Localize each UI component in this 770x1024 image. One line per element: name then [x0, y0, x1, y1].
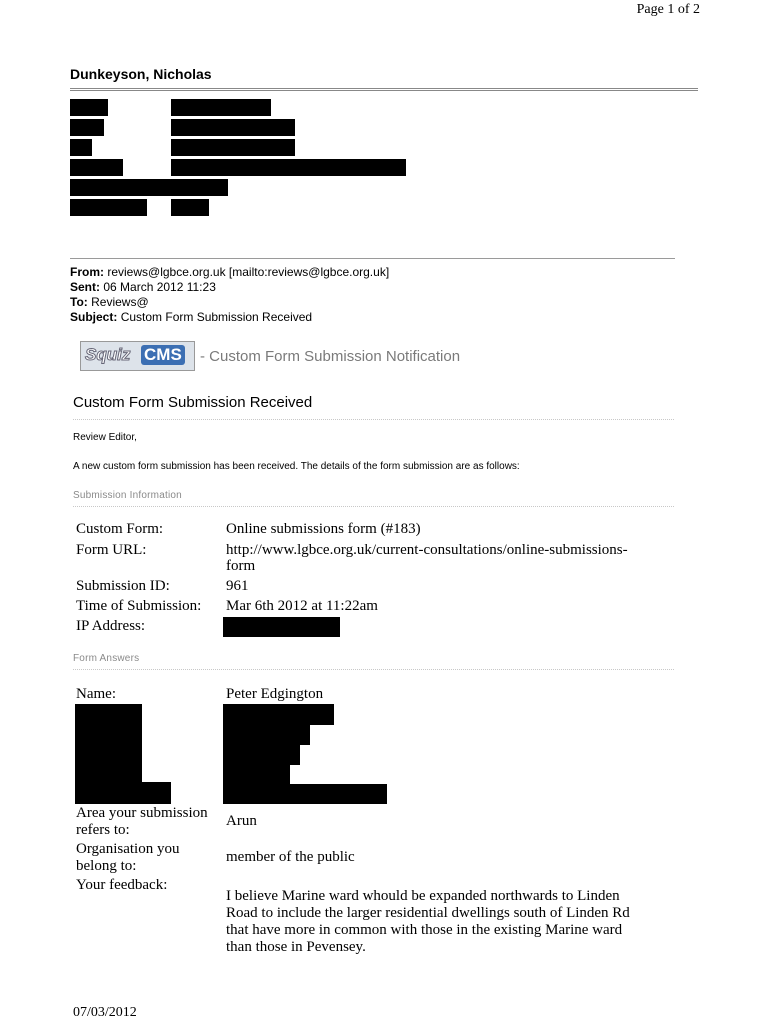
redacted-ip-address — [223, 617, 340, 637]
area-label-line1: Area your submission — [76, 805, 208, 821]
email-headers — [70, 265, 389, 325]
form-url-label: Form URL: — [76, 542, 147, 558]
from-line: From: reviews@lgbce.org.uk [mailto:reviews@lgbce.org.uk] — [70, 265, 390, 279]
ip-address-label: IP Address: — [76, 618, 146, 634]
heading-divider — [73, 419, 674, 420]
greeting: Review Editor, — [73, 432, 137, 443]
feedback-text — [226, 888, 630, 956]
subject-value: Custom Form Submission Received — [120, 310, 313, 324]
print-date: 07/03/2012 — [73, 1005, 137, 1020]
section-divider-2 — [73, 669, 674, 670]
banner-title: - Custom Form Submission Notification — [200, 348, 461, 365]
email-divider — [70, 258, 675, 259]
organisation-label-line1: Organisation you — [76, 841, 180, 857]
time-of-submission-label: Time of Submission: — [76, 598, 202, 614]
custom-form-value: Online submissions form (#183) — [226, 521, 421, 537]
organisation-label — [76, 841, 179, 875]
section-form-answers: Form Answers — [73, 653, 140, 664]
form-heading: Custom Form Submission Received — [73, 394, 313, 411]
feedback-line: than those in Pevensey. — [226, 939, 366, 955]
section-divider-1 — [73, 506, 674, 507]
to-line: To: Reviews@ — [70, 295, 149, 309]
subject-line: Subject: Custom Form Submission Received — [70, 310, 313, 324]
recipient-name: Dunkeyson, Nicholas — [70, 66, 212, 82]
area-value: Arun — [226, 813, 257, 829]
feedback-line: I believe Marine ward whould be expanded northwards to Linden — [226, 888, 620, 904]
from-value: reviews@lgbce.org.uk [mailto:reviews@lgbce.org.uk] — [107, 265, 390, 279]
section-submission-info: Submission Information — [73, 490, 182, 501]
header-divider — [70, 88, 698, 91]
intro-text: A new custom form submission has been received. The details of the form submission are as follows: — [73, 461, 520, 472]
sent-value: 06 March 2012 11:23 — [103, 280, 216, 294]
custom-form-label: Custom Form: — [76, 521, 164, 537]
form-url-value-line1: http://www.lgbce.org.uk/current-consultations/online-submissions- — [226, 542, 628, 558]
area-label-line2: refers to: — [76, 822, 130, 838]
area-label — [76, 805, 208, 839]
name-value: Peter Edgington — [226, 686, 324, 702]
squiz-cms-logo — [80, 341, 195, 371]
organisation-label-line2: belong to: — [76, 858, 137, 874]
feedback-line: Road to include the larger residential dwellings south of Linden Rd — [226, 905, 630, 921]
submission-id-label: Submission ID: — [76, 578, 170, 594]
organisation-value: member of the public — [226, 849, 355, 865]
sent-line: Sent: 06 March 2012 11:23 — [70, 280, 216, 294]
to-value: Reviews@ — [91, 295, 149, 309]
time-of-submission-value: Mar 6th 2012 at 11:22am — [226, 598, 378, 614]
form-url-value-line2: form — [226, 558, 256, 574]
logo-text-cms: CMS — [141, 345, 185, 365]
name-label: Name: — [76, 686, 116, 702]
feedback-line: that have more in common with those in the existing Marine ward — [226, 922, 623, 938]
logo-text-squiz: Squiz — [85, 345, 131, 364]
feedback-label: Your feedback: — [76, 877, 168, 893]
page-number: Page 1 of 2 — [636, 2, 700, 17]
submission-id-value: 961 — [226, 578, 249, 594]
